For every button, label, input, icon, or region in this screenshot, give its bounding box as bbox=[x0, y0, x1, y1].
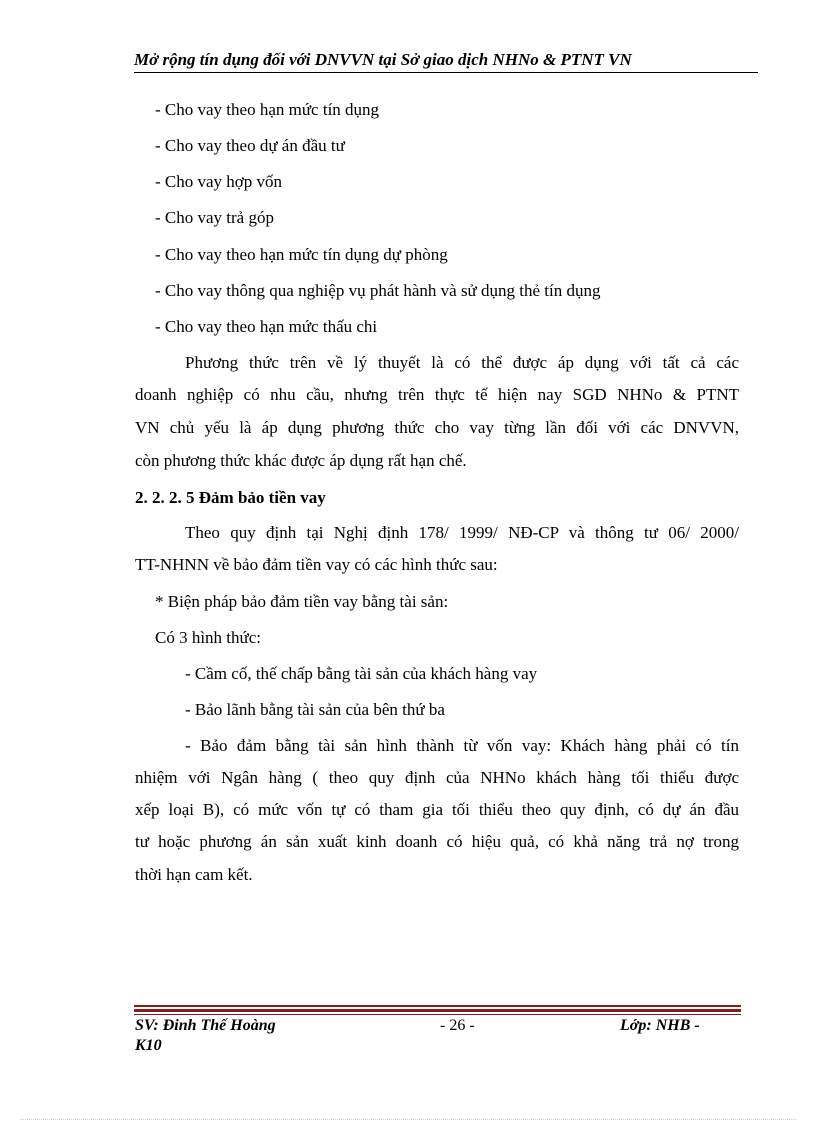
paragraph-line: tư hoặc phương án sản xuất kinh doanh có hiệu quả, có khả năng trả nợ trong bbox=[135, 832, 739, 851]
footer-class-code: K10 bbox=[135, 1037, 162, 1054]
paragraph-line: nhiệm với Ngân hàng ( theo quy định của NHNo khách hàng tối thiểu được bbox=[135, 768, 739, 787]
page-edge-dotted-rule bbox=[20, 1119, 796, 1120]
forms-intro: Có 3 hình thức: bbox=[155, 628, 262, 647]
measure-line: * Biện pháp bảo đảm tiền vay bằng tài sản: bbox=[155, 592, 449, 611]
page-number: - 26 - bbox=[440, 1017, 475, 1034]
header-divider bbox=[134, 72, 758, 73]
paragraph-line: - Bảo đảm bằng tài sản hình thành từ vốn vay: Khách hàng phải có tín bbox=[185, 736, 739, 755]
paragraph-line: doanh nghiệp có nhu cầu, nhưng trên thực tế hiện nay SGD NHNo & PTNT bbox=[135, 385, 739, 404]
footer-divider bbox=[134, 1009, 741, 1012]
footer-class: Lớp: NHB - bbox=[620, 1017, 700, 1034]
section-heading: 2. 2. 2. 5 Đảm bảo tiền vay bbox=[135, 488, 326, 507]
paragraph-line: Theo quy định tại Nghị định 178/ 1999/ NĐ-CP và thông tư 06/ 2000/ bbox=[185, 523, 739, 542]
list-item: - Bảo lãnh bằng tài sản của bên thứ ba bbox=[185, 700, 445, 719]
paragraph-line: VN chủ yếu là áp dụng phương thức cho vay từng lần đối với các DNVVN, bbox=[135, 418, 739, 437]
paragraph-line: xếp loại B), có mức vốn tự có tham gia tối thiểu theo quy định, có dự án đầu bbox=[135, 800, 739, 819]
footer-divider bbox=[134, 1014, 741, 1015]
footer-student: SV: Đinh Thế Hoàng bbox=[135, 1017, 276, 1034]
list-item: - Cho vay theo dự án đầu tư bbox=[155, 136, 345, 155]
list-item: - Cho vay theo hạn mức tín dụng dự phòng bbox=[155, 245, 448, 264]
paragraph-line: Phương thức trên về lý thuyết là có thể được áp dụng với tất cả các bbox=[185, 353, 739, 372]
list-item: - Cho vay trả góp bbox=[155, 208, 274, 227]
list-item: - Cho vay theo hạn mức tín dụng bbox=[155, 100, 380, 119]
paragraph-line: còn phương thức khác được áp dụng rất hạn chế. bbox=[135, 451, 467, 470]
list-item: - Cầm cố, thế chấp bằng tài sản của khách hàng vay bbox=[185, 664, 538, 683]
list-item: - Cho vay hợp vốn bbox=[155, 172, 283, 191]
footer-divider bbox=[134, 1005, 741, 1007]
list-item: - Cho vay theo hạn mức thấu chi bbox=[155, 317, 378, 336]
running-header-title: Mở rộng tín dụng đối với DNVVN tại Sở giao dịch NHNo & PTNT VN bbox=[134, 50, 632, 69]
paragraph-line: thời hạn cam kết. bbox=[135, 865, 253, 884]
list-item: - Cho vay thông qua nghiệp vụ phát hành và sử dụng thẻ tín dụng bbox=[155, 281, 601, 300]
paragraph-line: TT-NHNN về bảo đảm tiền vay có các hình thức sau: bbox=[135, 555, 498, 574]
